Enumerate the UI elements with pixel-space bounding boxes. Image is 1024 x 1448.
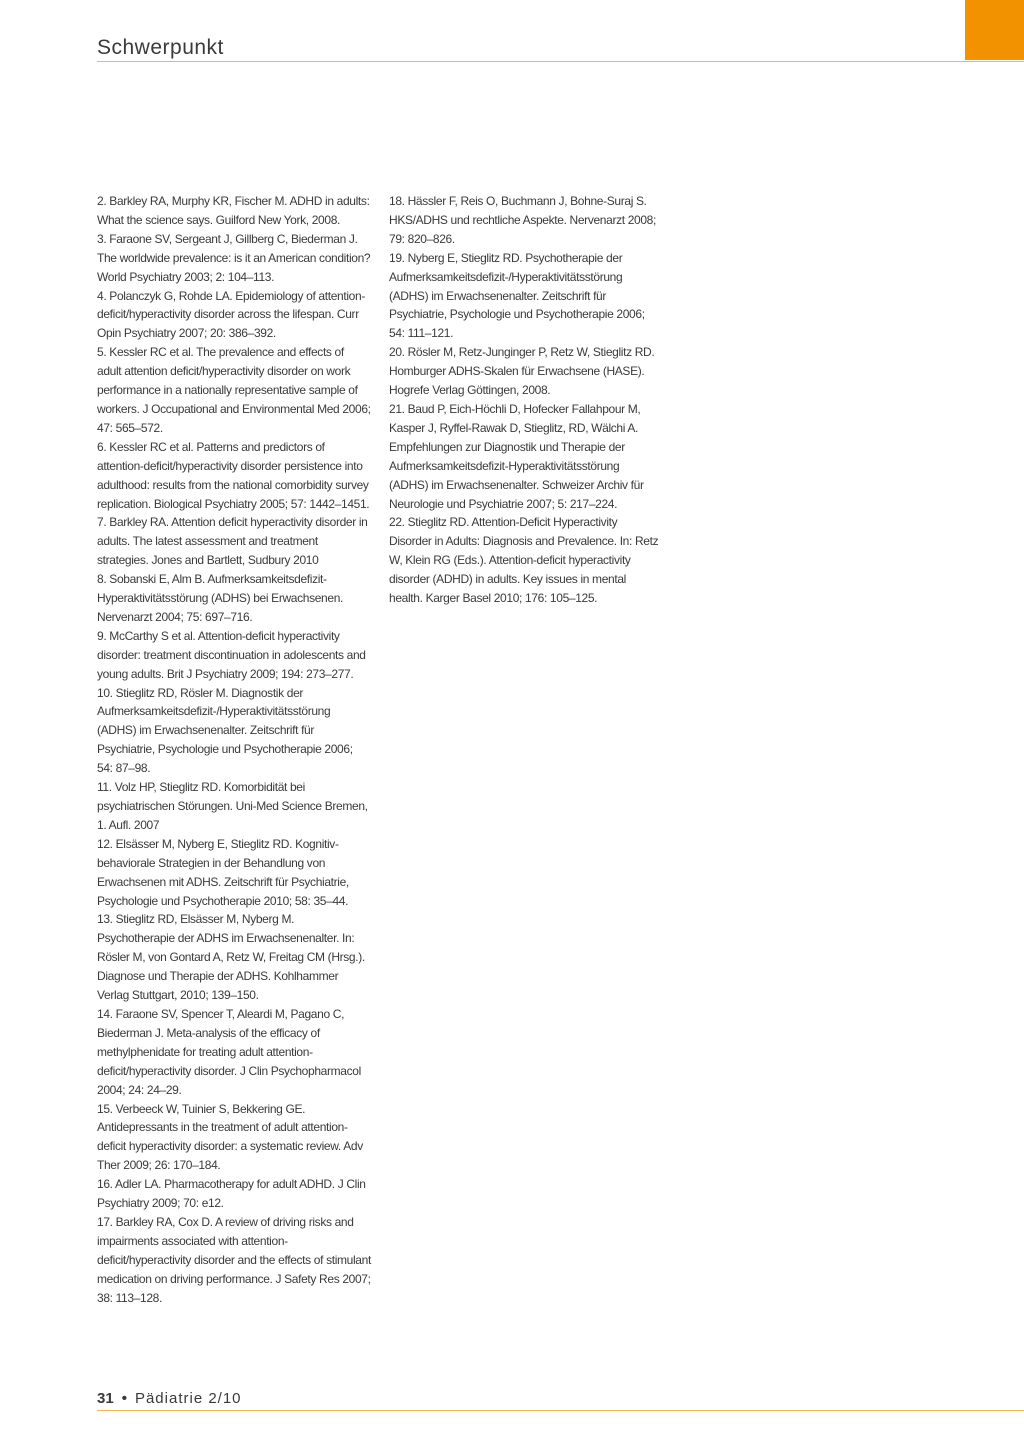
reference-item: 8. Sobanski E, Alm B. Aufmerksamkeitsdefizit-Hyperaktivitätsstörung (ADHS) bei Erwachsenen. Nervenarzt 2004; 75: 697–716. (97, 572, 344, 624)
page-footer (97, 1390, 242, 1407)
reference-item: 7. Barkley RA. Attention deficit hyperactivity disorder in adults. The latest assessment and treatment strategies. Jones and Bartlett, Sudbury 2010 (97, 515, 368, 568)
reference-item: 3. Faraone SV, Sergeant J, Gillberg C, Biederman J. The worldwide prevalence: is it an American condition? World Psychiatry 2003; 2: 104–113. (97, 231, 371, 284)
reference-item: 15. Verbeeck W, Tuinier S, Bekkering GE. Antidepressants in the treatment of adult attention-deficit hyperactivity disorder: a systematic review. Adv Ther 2009; 26: 170–184. (97, 1101, 363, 1173)
reference-item: 22. Stieglitz RD. Attention-Deficit Hyperactivity Disorder in Adults: Diagnosis and Prevalence. In: Retz W, Klein RG (Eds.). Attention-deficit hyperactivity disorder (ADHD) in adults. Key issues in mental health. Karger Basel 2010; 176: 105–125. (389, 515, 659, 606)
reference-item: 16. Adler LA. Pharmacotherapy for adult ADHD. J Clin Psychiatry 2009; 70: e12. (97, 1177, 366, 1211)
section-title: Schwerpunkt (97, 36, 224, 59)
reference-item: 10. Stieglitz RD, Rösler M. Diagnostik der Aufmerksamkeitsdefizit-/Hyperaktivitätsstörung (ADHS) im Erwachsenenalter. Zeitschrift für Psychiatrie, Psychologie und Psychotherapie 2006; 54: 87–98. (97, 685, 353, 776)
reference-item: 17. Barkley RA, Cox D. A review of driving risks and impairments associated with attention-deficit/hyperactivity disorder and the effects of stimulant medication on driving performance. J Safety Res 2007; 38: 113–128. (97, 1214, 371, 1305)
reference-item: 2. Barkley RA, Murphy KR, Fischer M. ADHD in adults: What the science says. Guilford New York, 2008. (97, 194, 370, 227)
journal-issue: Pädiatrie 2/10 (134, 1390, 242, 1407)
page-number: 31 (97, 1390, 114, 1407)
section-color-tab (965, 0, 1024, 60)
reference-item: 12. Elsässer M, Nyberg E, Stieglitz RD. Kognitiv-behaviorale Strategien in der Behandlung von Erwachsenen mit ADHS. Zeitschrift für Psychiatrie, Psychologie und Psychotherapie 2010; 58: 35–44. (97, 836, 349, 908)
reference-item: 5. Kessler RC et al. The prevalence and effects of adult attention deficit/hyperactivity disorder on work performance in a nationally representative sample of workers. J Occupational and Environmental Med 2006; 47: 565–572. (97, 345, 371, 435)
reference-item: 14. Faraone SV, Spencer T, Aleardi M, Pagano C, Biederman J. Meta-analysis of the efficacy of methylphenidate for treating adult attention-deficit/hyperactivity disorder. J Clin Psychopharmacol 2004; 24: 24–29. (97, 1006, 361, 1097)
reference-item: 11. Volz HP, Stieglitz RD. Komorbidität bei psychiatrischen Störungen. Uni-Med Science Bremen, 1. Aufl. 2007 (97, 780, 368, 832)
footer-rule (97, 1410, 1024, 1411)
reference-item: 9. McCarthy S et al. Attention-deficit hyperactivity disorder: treatment discontinuation in adolescents and young adults. Brit J Psychiatry 2009; 194: 273–277. (97, 628, 366, 681)
reference-item: 6. Kessler RC et al. Patterns and predictors of attention-deficit/hyperactivity disorder persistence into adulthood: results from the national comorbidity survey replication. Biological Psychiatry 2005; 57: 1442–1451. (97, 439, 370, 511)
references-column-left (97, 192, 371, 1307)
reference-item: 4. Polanczyk G, Rohde LA. Epidemiology of attention-deficit/hyperactivity disorder across the lifespan. Curr Opin Psychiatry 2007; 20: 386–392. (97, 288, 365, 341)
references-column-right (389, 192, 661, 608)
footer-separator: • (121, 1390, 127, 1407)
reference-item: 21. Baud P, Eich-Höchli D, Hofecker Fallahpour M, Kasper J, Ryffel-Rawak D, Stieglitz, RD, Wälchi A. Empfehlungen zur Diagnostik und Therapie der Aufmerksamkeitsdefizit-Hyperaktivitätsstörung (ADHS) im Erwachsenenalter. Schweizer Archiv für Neurologie und Psychiatrie 2007; 5: 217–224. (389, 401, 644, 511)
header-rule (97, 61, 1024, 62)
reference-item: 19. Nyberg E, Stieglitz RD. Psychotherapie der Aufmerksamkeitsdefizit-/Hyperaktivitätsstörung (ADHS) im Erwachsenenalter. Zeitschrift für Psychiatrie, Psychologie und Psychotherapie 2006; 54: 111–121. (389, 250, 645, 341)
reference-item: 18. Hässler F, Reis O, Buchmann J, Bohne-Suraj S. HKS/ADHS und rechtliche Aspekte. Nervenarzt 2008; 79: 820–826. (389, 194, 656, 246)
reference-item: 13. Stieglitz RD, Elsässer M, Nyberg M. Psychotherapie der ADHS im Erwachsenenalter. In: Rösler M, von Gontard A, Retz W, Freitag CM (Hrsg.). Diagnose und Therapie der ADHS. Kohlhammer Verlag Stuttgart, 2010; 139–150. (97, 912, 365, 1003)
reference-item: 20. Rösler M, Retz-Junginger P, Retz W, Stieglitz RD. Homburger ADHS-Skalen für Erwachsene (HASE). Hogrefe Verlag Göttingen, 2008. (389, 345, 655, 398)
